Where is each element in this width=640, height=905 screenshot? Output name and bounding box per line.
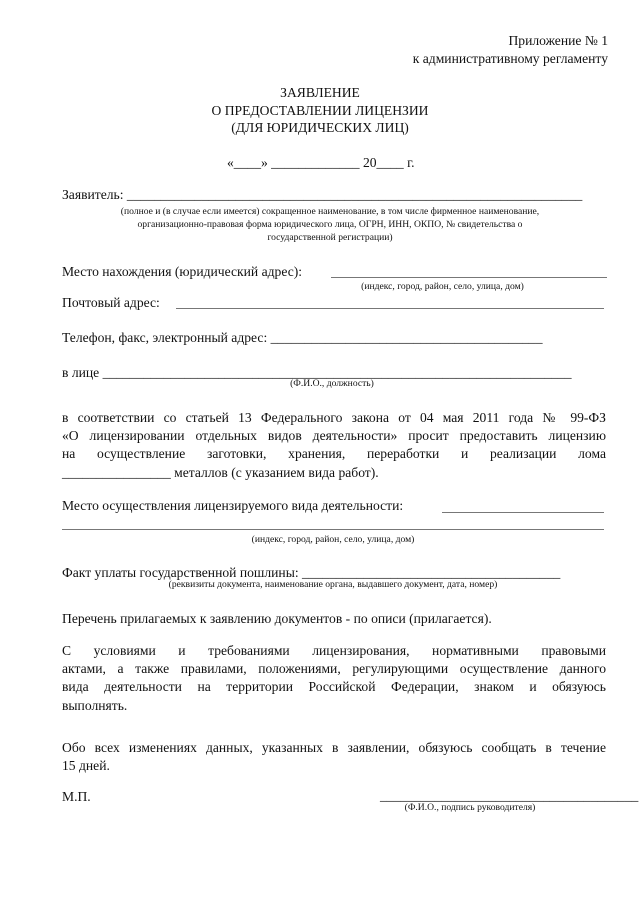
activity-place-label: Место осуществления лицензируемого вида деятельности: bbox=[62, 498, 404, 513]
date-line: «____» _____________ 20____ г. bbox=[227, 155, 415, 170]
changes-line-1: Обо всех изменениях данных, указанных в заявлении, обязуюсь сообщать в течение bbox=[62, 740, 606, 755]
conditions-paragraph bbox=[62, 642, 606, 715]
state-fee-field: Факт уплаты государственной пошлины: ______________________________________ bbox=[62, 565, 561, 580]
activity-place-note: (индекс, город, район, село, улица, дом) bbox=[251, 534, 415, 545]
signature-note: (Ф.И.О., подпись руководителя) bbox=[404, 802, 536, 813]
representative-field: в лице _____________________________________________________________________ bbox=[62, 365, 572, 380]
legal-address-note: (индекс, город, район, село, улица, дом) bbox=[361, 281, 524, 292]
conditions-line-3: вида деятельности на территории Российской Федерации, знаком и обязуюсь bbox=[62, 679, 606, 695]
request-line-3: на осуществление заготовки, хранения, переработки и реализации лома bbox=[62, 446, 606, 462]
state-fee-note: (реквизиты документа, наименование органа, выдавшего документ, дата, номер) bbox=[168, 579, 498, 590]
appendix-number: Приложение № 1 bbox=[508, 33, 608, 48]
legal-address-line bbox=[331, 277, 607, 278]
changes-line-2: 15 дней. bbox=[62, 758, 110, 774]
conditions-line-4: выполнять. bbox=[62, 697, 128, 713]
changes-paragraph bbox=[62, 739, 606, 775]
request-line-2: «О лицензировании отдельных видов деятельности» просит предоставить лицензию bbox=[62, 428, 606, 444]
title-line-2: О ПРЕДОСТАВЛЕНИИ ЛИЦЕНЗИИ bbox=[211, 103, 429, 118]
signature-line: ______________________________________ bbox=[380, 788, 639, 803]
postal-address-label: Почтовый адрес: bbox=[62, 295, 160, 310]
request-line-1: в соответствии со статьей 13 Федерального закона от 04 мая 2011 года № 99-ФЗ bbox=[62, 410, 606, 425]
title-line-3: (ДЛЯ ЮРИДИЧЕСКИХ ЛИЦ) bbox=[231, 120, 409, 135]
attachments-statement: Перечень прилагаемых к заявлению документов - по описи (прилагается). bbox=[62, 611, 492, 626]
activity-place-line-1 bbox=[442, 512, 604, 513]
stamp-label: М.П. bbox=[62, 789, 91, 804]
applicant-field: Заявитель: ___________________________________________________________________ bbox=[62, 187, 583, 202]
request-paragraph bbox=[62, 409, 606, 482]
applicant-note-1: (полное и (в случае если имеется) сокращенное наименование, в том числе фирменное наименование, bbox=[120, 206, 540, 217]
applicant-note-2: организационно-правовая форма юридического лица, ОГРН, ИНН, ОКПО, № свидетельства о bbox=[137, 219, 523, 230]
applicant-note-3: государственной регистрации) bbox=[267, 232, 393, 243]
title-line-1: ЗАЯВЛЕНИЕ bbox=[280, 85, 360, 100]
appendix-reference: к административному регламенту bbox=[412, 51, 608, 66]
activity-place-line-2 bbox=[62, 529, 604, 530]
contacts-field: Телефон, факс, электронный адрес: ________________________________________ bbox=[62, 330, 543, 345]
conditions-line-2: актами, а также правилами, положениями, регулирующими осуществление данного bbox=[62, 661, 606, 677]
postal-address-line bbox=[176, 308, 604, 309]
legal-address-label: Место нахождения (юридический адрес): bbox=[62, 264, 303, 279]
conditions-line-1: С условиями и требованиями лицензирования, нормативными правовыми bbox=[62, 643, 606, 658]
request-line-4: ________________ металлов (с указанием вида работ). bbox=[62, 464, 379, 480]
representative-note: (Ф.И.О., должность) bbox=[290, 378, 374, 389]
